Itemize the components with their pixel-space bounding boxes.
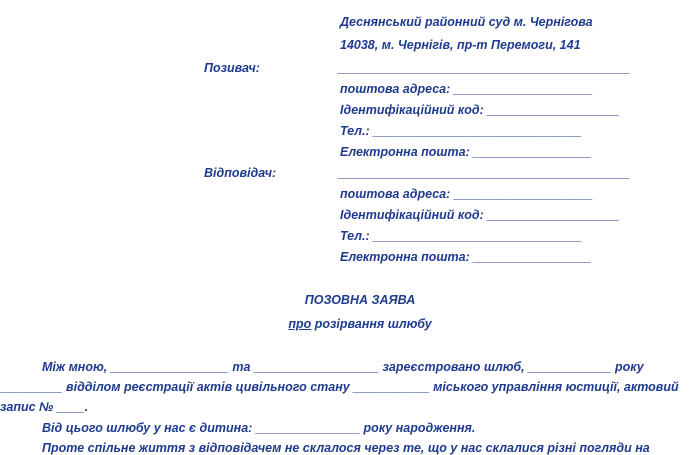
plaintiff-postal-address[interactable]: поштова адреса: ____________________	[340, 82, 593, 96]
defendant-id-code[interactable]: Ідентифікаційний код: ___________________	[340, 208, 620, 222]
body-line-4: Від цього шлюбу у нас є дитина: _______________ року народження.	[42, 421, 476, 435]
defendant-name-field[interactable]: __________________________________________	[338, 166, 630, 180]
document-subtitle	[0, 317, 697, 331]
body-line-3: запис № ____.	[0, 400, 89, 414]
defendant-postal-address[interactable]: поштова адреса: ____________________	[340, 187, 593, 201]
court-name: Деснянський районний суд м. Чернігова	[340, 15, 593, 29]
subtitle-rest: розірвання шлюбу	[311, 317, 432, 331]
plaintiff-id-code[interactable]: Ідентифікаційний код: ___________________	[340, 103, 620, 117]
body-line-2: _________ відділом реєстрації актів цивільного стану ___________ міського управління юстиції, актовий	[0, 380, 679, 394]
defendant-email[interactable]: Електронна пошта: _________________	[340, 250, 592, 264]
defendant-label: Відповідач:	[204, 166, 277, 180]
body-line-5: Проте спільне життя з відповідачем не склалося через те, що у нас склалися різні погляди на	[42, 441, 650, 455]
document-title: ПОЗОВНА ЗАЯВА	[304, 293, 416, 307]
court-address: 14038, м. Чернігів, пр-т Перемоги, 141	[340, 38, 581, 52]
subtitle-prefix: про	[288, 317, 312, 331]
plaintiff-label: Позивач:	[204, 61, 260, 75]
plaintiff-name-field[interactable]: __________________________________________	[338, 61, 630, 75]
plaintiff-email[interactable]: Електронна пошта: _________________	[340, 145, 592, 159]
plaintiff-phone[interactable]: Тел.: ______________________________	[340, 124, 582, 138]
defendant-phone[interactable]: Тел.: ______________________________	[340, 229, 582, 243]
body-line-1: Між мною, _________________ та __________________ зареєстровано шлюб, ____________ року	[42, 360, 644, 374]
